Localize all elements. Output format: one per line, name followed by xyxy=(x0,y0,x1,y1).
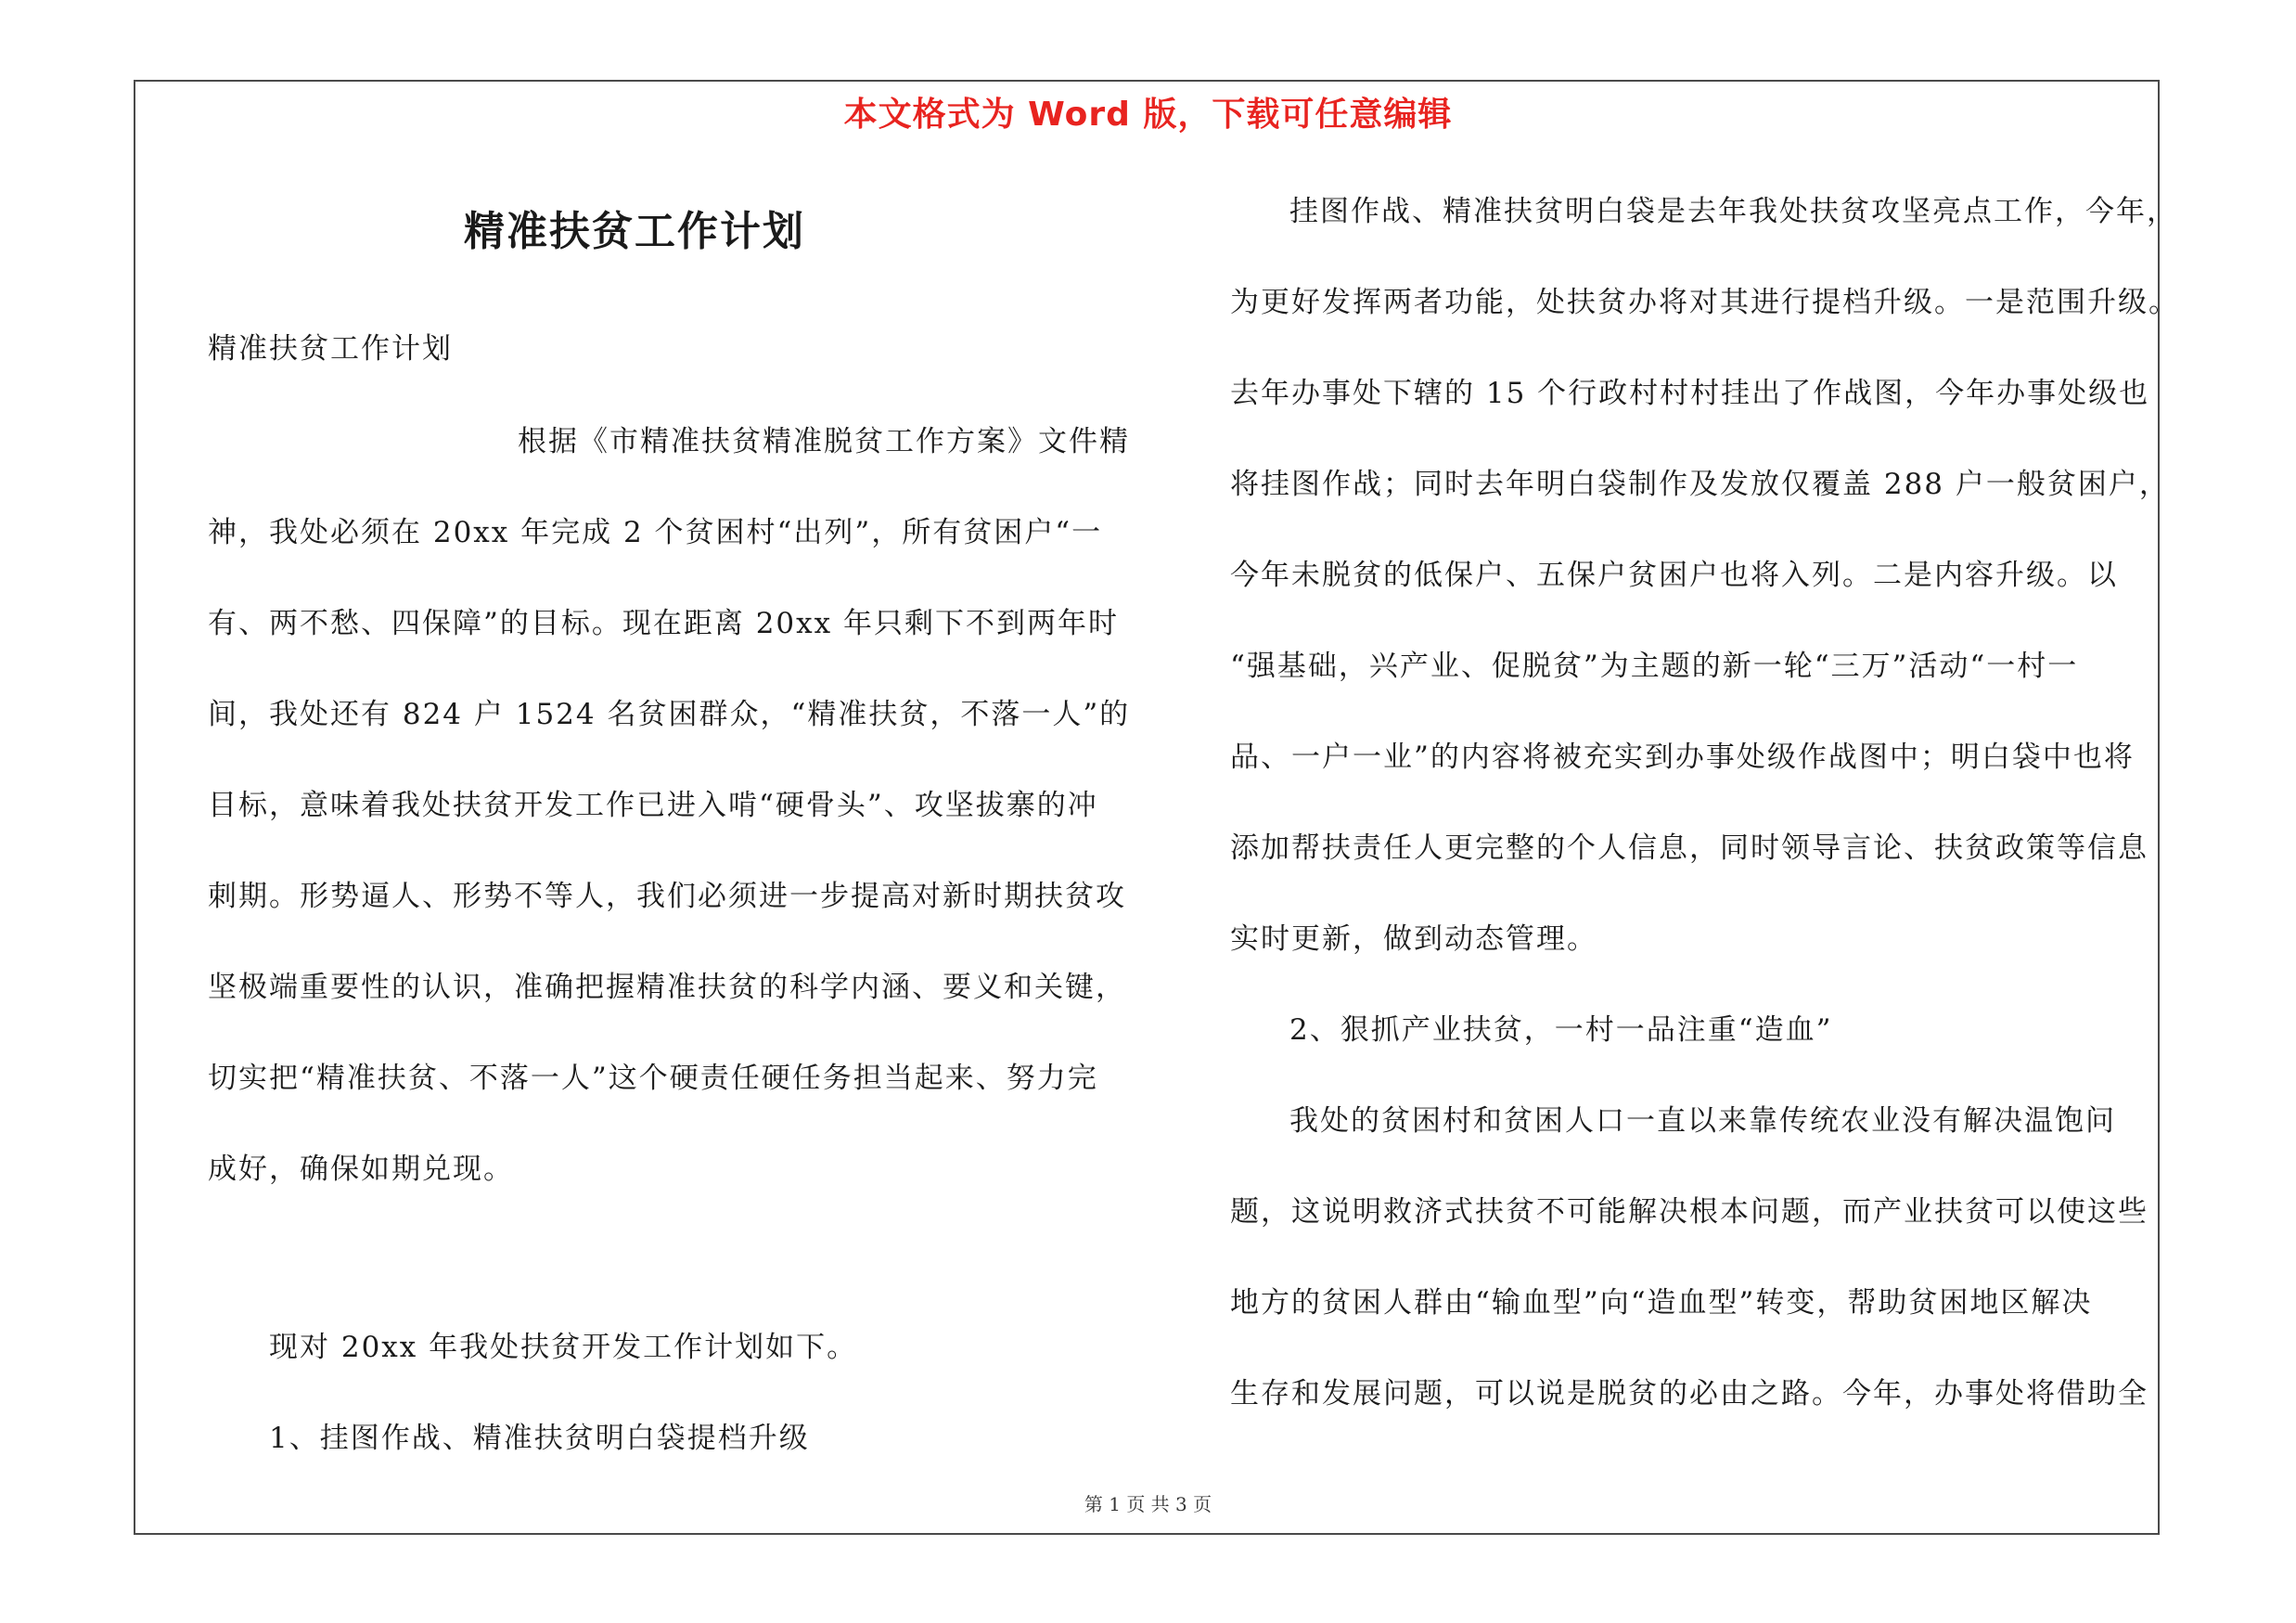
right-line: 去年办事处下辖的 15 个行政村村村挂出了作战图，今年办事处级也 xyxy=(1230,377,2150,410)
left-line: 精准扶贫工作计划 xyxy=(208,332,453,366)
right-line: 今年未脱贫的低保户、五保户贫困户也将入列。二是内容升级。以 xyxy=(1230,559,2118,592)
left-line: 现对 20xx 年我处扶贫开发工作计划如下。 xyxy=(269,1331,858,1364)
left-line: 刺期。形势逼人、形势不等人，我们必须进一步提高对新时期扶贫攻 xyxy=(208,880,1126,913)
left-line: 间，我处还有 824 户 1524 名贫困群众，“精准扶贫，不落一人”的 xyxy=(208,698,1131,731)
left-line: 1、挂图作战、精准扶贫明白袋提档升级 xyxy=(269,1422,810,1455)
right-line: 题，这说明救济式扶贫不可能解决根本问题，而产业扶贫可以使这些 xyxy=(1230,1195,2148,1229)
right-line: 品、一户一业”的内容将被充实到办事处级作战图中；明白袋中也将 xyxy=(1230,741,2135,774)
left-line: 有、两不愁、四保障”的目标。现在距离 20xx 年只剩下不到两年时 xyxy=(208,607,1119,640)
right-line: 生存和发展问题，可以说是脱贫的必由之路。今年，办事处将借助全 xyxy=(1230,1377,2148,1410)
format-banner: 本文格式为 Word 版，下载可任意编辑 xyxy=(843,96,1453,134)
right-line: “强基础，兴产业、促脱贫”为主题的新一轮“三万”活动“一村一 xyxy=(1230,650,2079,683)
right-line: 挂图作战、精准扶贫明白袋是去年我处扶贫攻坚亮点工作，今年， xyxy=(1289,195,2177,228)
document-title: 精准扶贫工作计划 xyxy=(464,208,805,255)
right-line: 2、狠抓产业扶贫，一村一品注重“造血” xyxy=(1289,1013,1833,1047)
right-line: 实时更新，做到动态管理。 xyxy=(1230,922,1597,956)
left-line: 坚极端重要性的认识，准确把握精准扶贫的科学内涵、要义和关键， xyxy=(208,971,1126,1004)
right-line: 我处的贫困村和贫困人口一直以来靠传统农业没有解决温饱问 xyxy=(1289,1104,2116,1138)
left-line: 切实把“精准扶贫、不落一人”这个硬责任硬任务担当起来、努力完 xyxy=(208,1062,1098,1095)
right-line: 添加帮扶责任人更完整的个人信息，同时领导言论、扶贫政策等信息 xyxy=(1230,831,2148,865)
left-line: 神，我处必须在 20xx 年完成 2 个贫困村“出列”，所有贫困户“一 xyxy=(208,516,1103,549)
left-line: 成好，确保如期兑现。 xyxy=(208,1153,514,1186)
right-line: 为更好发挥两者功能，处扶贫办将对其进行提档升级。一是范围升级。 xyxy=(1230,286,2179,319)
page-number-footer: 第 1 页 共 3 页 xyxy=(1084,1493,1212,1515)
left-line: 根据《市精准扶贫精准脱贫工作方案》文件精 xyxy=(518,425,1130,458)
left-line: 目标，意味着我处扶贫开发工作已进入啃“硬骨头”、攻坚拔寨的冲 xyxy=(208,789,1098,822)
right-line: 将挂图作战；同时去年明白袋制作及发放仅覆盖 288 户一般贫困户， xyxy=(1230,468,2170,501)
right-line: 地方的贫困人群由“输血型”向“造血型”转变，帮助贫困地区解决 xyxy=(1230,1286,2093,1320)
